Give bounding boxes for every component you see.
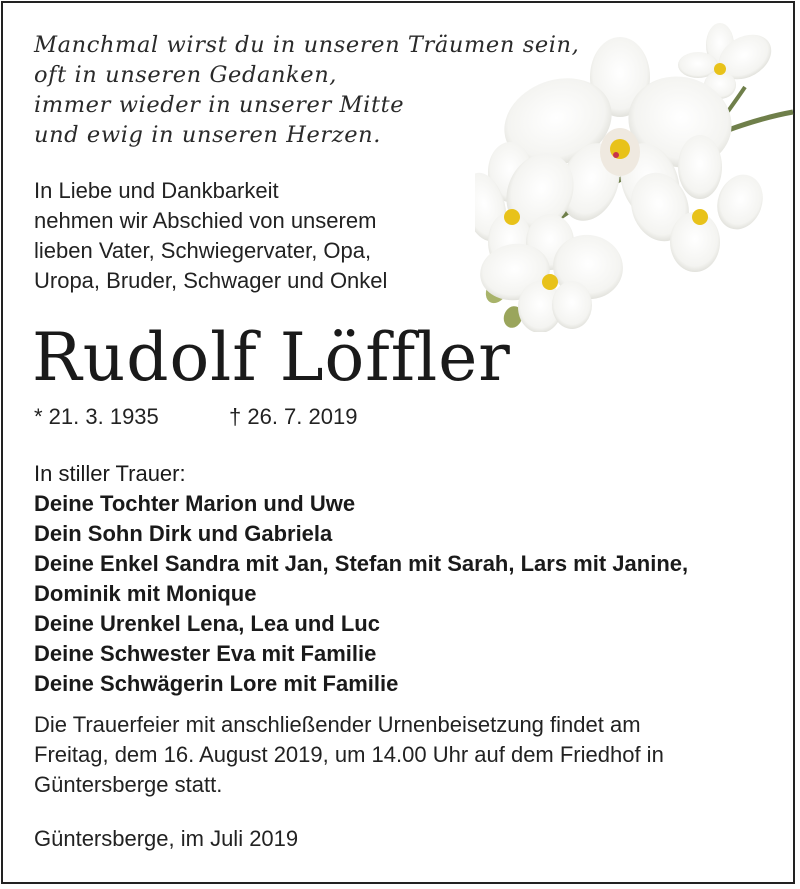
- life-dates: [34, 404, 358, 430]
- birth-date: * 21. 3. 1935: [34, 404, 159, 429]
- ceremony-line: Die Trauerfeier mit anschließender Urnenbeisetzung findet am: [34, 712, 641, 737]
- ceremony-line: Güntersberge statt.: [34, 772, 223, 797]
- deceased-name: Rudolf Löffler: [32, 319, 511, 396]
- mourners-lead: In stiller Trauer:: [34, 461, 186, 486]
- intro-line: In Liebe und Dankbarkeit: [34, 178, 279, 203]
- mourner-line: Deine Enkel Sandra mit Jan, Stefan mit Sarah, Lars mit Janine,: [34, 551, 689, 576]
- ceremony-notice: [34, 710, 774, 800]
- mourner-line: Deine Urenkel Lena, Lea und Luc: [34, 611, 380, 636]
- intro-line: Uropa, Bruder, Schwager und Onkel: [34, 268, 388, 293]
- ceremony-line: Freitag, dem 16. August 2019, um 14.00 Uhr auf dem Friedhof in: [34, 742, 664, 767]
- place-date: Güntersberge, im Juli 2019: [34, 826, 299, 851]
- intro-line: nehmen wir Abschied von unserem: [34, 208, 377, 233]
- poem-line: immer wieder in unserer Mitte: [34, 92, 405, 118]
- mourner-line: Deine Schwester Eva mit Familie: [34, 641, 377, 666]
- intro-text: [34, 176, 484, 296]
- mourners-list: [34, 459, 774, 699]
- mourner-line: Dominik mit Monique: [34, 581, 257, 606]
- poem-line: oft in unseren Gedanken,: [34, 62, 338, 88]
- poem-line: und ewig in unseren Herzen.: [34, 122, 381, 148]
- death-date: † 26. 7. 2019: [229, 404, 358, 429]
- mourner-line: Deine Tochter Marion und Uwe: [34, 491, 356, 516]
- mourner-line: Deine Schwägerin Lore mit Familie: [34, 671, 399, 696]
- mourner-line: Dein Sohn Dirk und Gabriela: [34, 521, 333, 546]
- orchid-image: [475, 12, 795, 332]
- intro-line: lieben Vater, Schwiegervater, Opa,: [34, 238, 372, 263]
- poem-line: Manchmal wirst du in unseren Träumen sein,: [34, 32, 580, 58]
